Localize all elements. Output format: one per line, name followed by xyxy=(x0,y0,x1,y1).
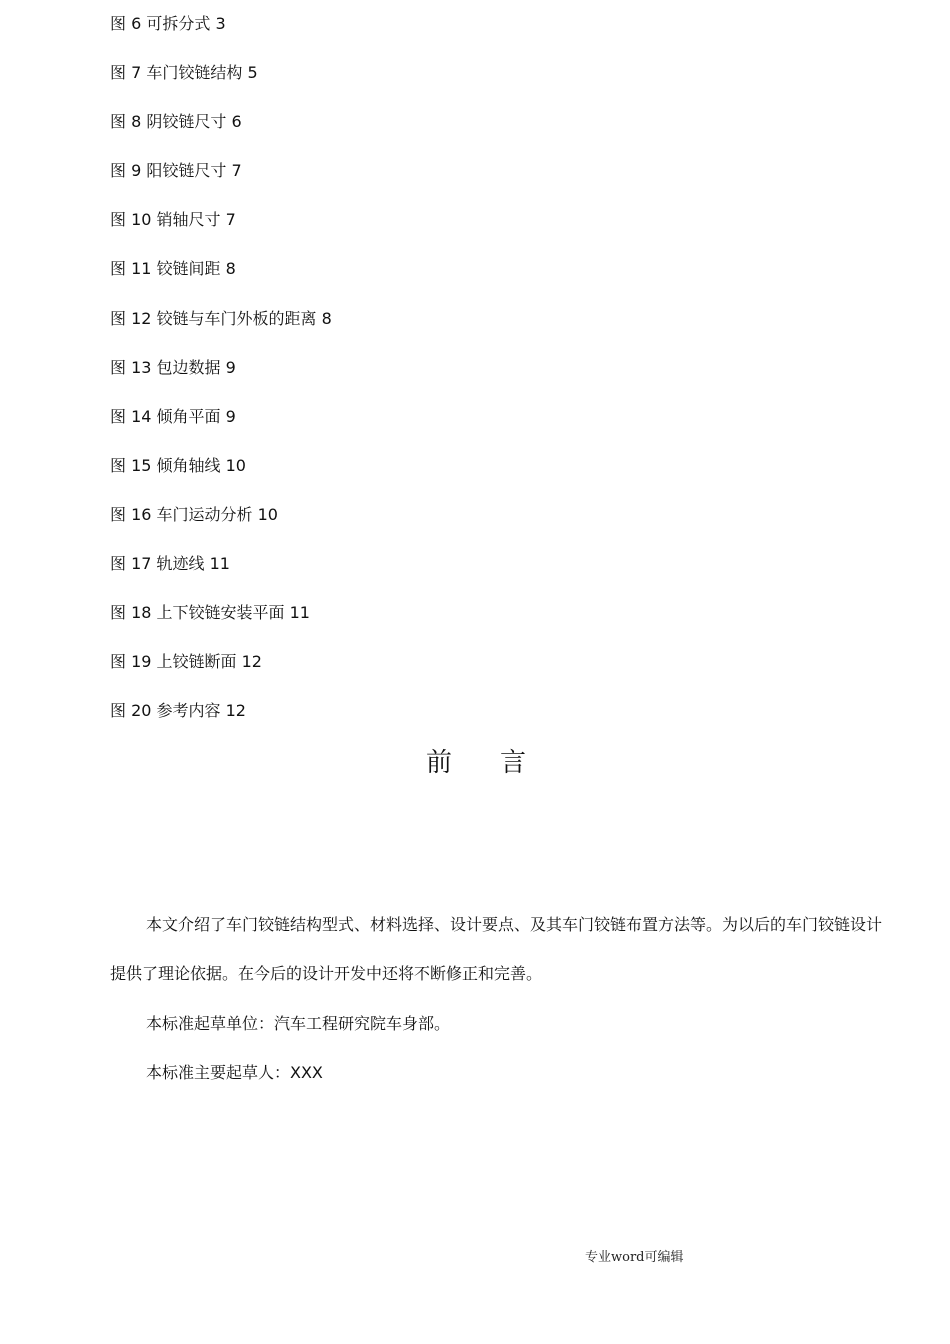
figure-list-item: 图 10 销轴尺寸 7 xyxy=(110,210,236,230)
figure-list-item: 图 16 车门运动分析 10 xyxy=(110,504,278,524)
figure-list-item: 图 19 上铰链断面 12 xyxy=(110,652,262,672)
figure-list-item: 图 6 可拆分式 3 xyxy=(110,14,226,33)
figure-list-item: 图 20 参考内容 12 xyxy=(110,701,246,721)
figure-list-item: 图 17 轨迹线 11 xyxy=(110,554,230,574)
figure-list-item: 图 11 铰链间距 8 xyxy=(110,259,236,279)
figure-list-item: 图 9 阳铰链尺寸 7 xyxy=(110,161,242,181)
figure-list-item: 图 13 包边数据 9 xyxy=(110,357,236,377)
page-footer-note: 专业word可编辑 xyxy=(585,1250,684,1265)
figure-list-item: 图 18 上下铰链安装平面 11 xyxy=(110,603,310,623)
figure-list-item: 图 12 铰链与车门外板的距离 8 xyxy=(110,308,332,328)
figure-list-item: 图 14 倾角平面 9 xyxy=(110,406,236,426)
preface-paragraph: 本文介绍了车门铰链结构型式、材料选择、设计要点、及其车门铰链布置方法等。为以后的车门铰链设计提供了理论依据。在今后的设计开发中还将不断修正和完善。 xyxy=(110,915,883,983)
drafting-unit-paragraph: 本标准起草单位：汽车工程研究院车身部。 xyxy=(146,1014,451,1033)
section-heading: 前言 xyxy=(425,748,574,778)
figure-list-item: 图 15 倾角轴线 10 xyxy=(110,455,246,475)
figure-list-item: 图 8 阴铰链尺寸 6 xyxy=(110,112,242,132)
main-drafter-paragraph: 本标准主要起草人：XXX xyxy=(146,1063,323,1082)
figure-list xyxy=(110,10,332,746)
figure-list-item: 图 7 车门铰链结构 5 xyxy=(110,63,258,83)
